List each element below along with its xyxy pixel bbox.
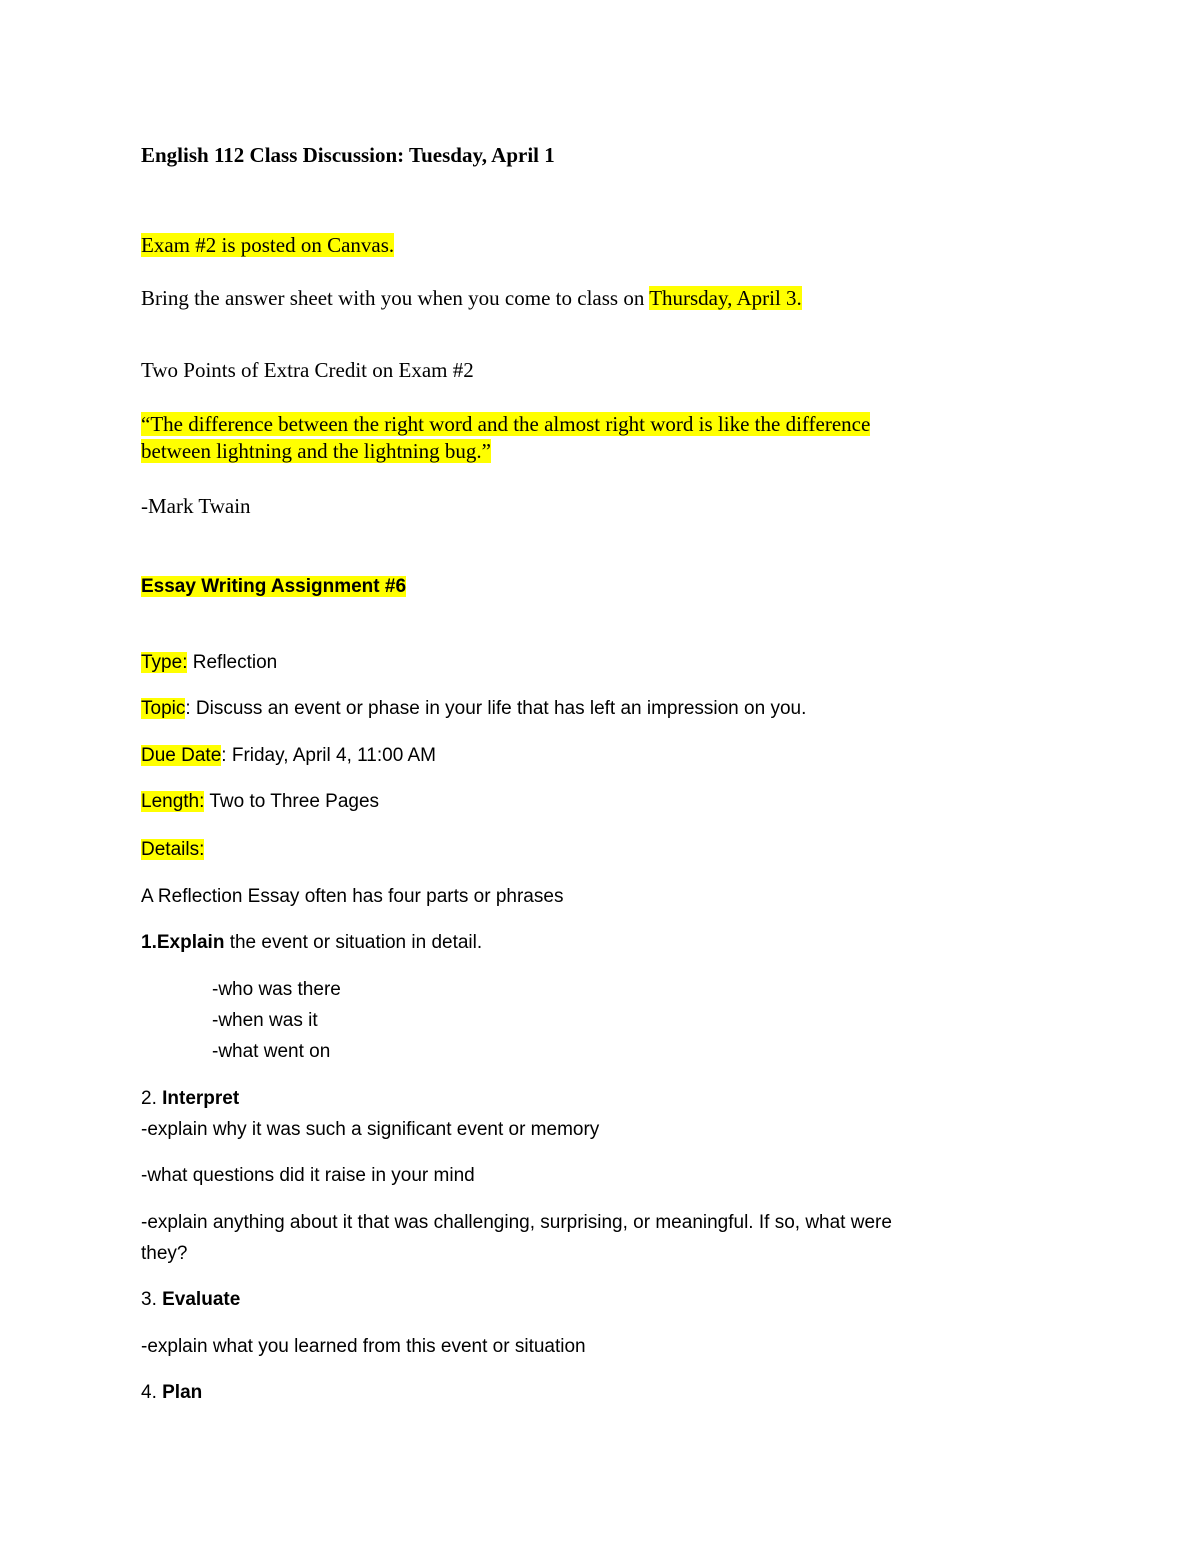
extra-credit-text: Two Points of Extra Credit on Exam #2 <box>141 358 474 382</box>
step-3-bullet-1: -explain what you learned from this event or situation <box>141 1336 586 1357</box>
step-4-line <box>141 1383 202 1402</box>
step-1-line <box>141 933 482 952</box>
bring-prefix-text: Bring the answer sheet with you when you come to class on <box>141 286 650 310</box>
bring-answer-line <box>141 288 802 309</box>
due-date-line <box>141 746 436 765</box>
assignment-heading-text: Essay Writing Assignment #6 <box>141 576 407 597</box>
topic-line <box>141 699 806 718</box>
step-1-bullet-3: -what went on <box>212 1041 331 1062</box>
list-item <box>141 1213 892 1232</box>
step-2-line <box>141 1089 239 1108</box>
list-item <box>141 1166 475 1185</box>
step-2-bullet-2: -what questions did it raise in your mind <box>141 1165 475 1186</box>
topic-label: Topic <box>141 698 186 719</box>
extra-credit-line <box>141 360 474 381</box>
step-2-bullet-3-line-2: they? <box>141 1243 188 1264</box>
topic-value: : Discuss an event or phase in your life that has left an impression on you. <box>185 698 807 719</box>
step-4-number: 4. <box>141 1382 163 1403</box>
details-label: Details: <box>141 839 205 860</box>
step-3-label: Evaluate <box>162 1289 241 1310</box>
length-line <box>141 792 379 811</box>
list-item <box>212 1011 318 1030</box>
step-1-text: the event or situation in detail. <box>224 932 483 953</box>
step-1-bullet-1: -who was there <box>212 979 341 1000</box>
step-2-label: Interpret <box>162 1088 240 1109</box>
step-1-number: 1. <box>141 932 157 953</box>
list-item <box>141 1337 586 1356</box>
list-item <box>141 1120 599 1139</box>
due-date-label: Due Date <box>141 745 222 766</box>
due-date-value: : Friday, April 4, 11:00 AM <box>221 745 437 766</box>
list-item <box>212 1042 330 1061</box>
quote-author-line <box>141 496 251 517</box>
quote-text-1: “The difference between the right word and the almost right word is like the difference <box>141 412 871 436</box>
step-2-bullet-3-line-1: -explain anything about it that was challenging, surprising, or meaningful. If so, what were <box>141 1212 892 1233</box>
exam-posted-line <box>141 235 394 256</box>
page-title <box>141 145 555 166</box>
intro-line <box>141 887 563 906</box>
type-line <box>141 653 277 672</box>
details-line <box>141 840 204 859</box>
step-3-number: 3. <box>141 1289 163 1310</box>
intro-text: A Reflection Essay often has four parts or phrases <box>141 886 564 907</box>
step-1-bullet-2: -when was it <box>212 1010 318 1031</box>
quote-text-2: between lightning and the lightning bug.” <box>141 439 491 463</box>
assignment-heading <box>141 577 406 596</box>
type-label: Type: <box>141 652 188 673</box>
bring-date-text: Thursday, April 3. <box>649 286 802 310</box>
step-4-label: Plan <box>162 1382 203 1403</box>
exam-posted-text: Exam #2 is posted on Canvas. <box>141 233 395 257</box>
quote-author-text: -Mark Twain <box>141 494 251 518</box>
type-value: Reflection <box>187 652 278 673</box>
title-text: English 112 Class Discussion: Tuesday, April 1 <box>141 143 555 167</box>
step-2-number: 2. <box>141 1088 163 1109</box>
quote-line-2 <box>141 441 491 462</box>
list-item <box>212 980 341 999</box>
list-item <box>141 1244 187 1263</box>
length-label: Length: <box>141 791 205 812</box>
step-3-line <box>141 1290 240 1309</box>
step-2-bullet-1: -explain why it was such a significant event or memory <box>141 1119 600 1140</box>
quote-line-1 <box>141 414 870 435</box>
length-value: Two to Three Pages <box>204 791 380 812</box>
step-1-label: Explain <box>156 932 225 953</box>
